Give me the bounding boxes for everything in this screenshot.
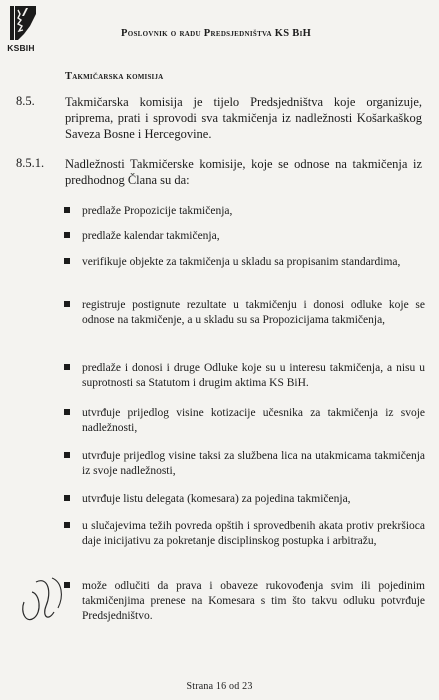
- bullet-icon: [64, 522, 70, 528]
- bullet-icon: [64, 207, 70, 213]
- list-item-text: može odlučiti da prava i obaveze rukovođenja svim ili pojedinim takmičenjima prenese na Komesara s tim što takvu odluku potvrđuje Predsjedništvo.: [82, 580, 425, 622]
- bullet-icon: [64, 409, 70, 415]
- bullet-icon: [64, 232, 70, 238]
- clause-number: 8.5.: [16, 94, 35, 108]
- handwritten-initials-mark: [18, 572, 72, 628]
- list-item-text: verifikuje objekte za takmičenja u skladu sa propisanim standardima,: [82, 256, 401, 268]
- ksbih-emblem-icon: [6, 4, 40, 48]
- list-item-text: utvrđuje prijedlog visine kotizacije učesnika za takmičenja iz svoje nadležnosti,: [82, 407, 425, 434]
- document-header-title: Poslovnik o radu Predsjedništva KS BiH: [121, 28, 312, 39]
- bullet-icon: [64, 495, 70, 501]
- list-item-text: predlaže i donosi i druge Odluke koje su u interesu takmičenja, a nisu u suprotnosti sa Statutom i drugim aktima KS BiH.: [82, 362, 425, 389]
- list-item-text: registruje postignute rezultate u takmičenju i donosi odluke koje se odnose na takmičenje, a u skladu su sa Propozicijama takmičenja,: [82, 299, 425, 326]
- list-item-text: utvrđuje prijedlog visine taksi za službena lica na utakmicama takmičenja iz svoje nadležnosti,: [82, 450, 425, 477]
- page-number: Strana 16 od 23: [186, 681, 253, 692]
- bullet-icon: [64, 258, 70, 264]
- section-title: Takmičarska komisija: [65, 71, 164, 82]
- list-item-text: utvrđuje listu delegata (komesara) za pojedina takmičenja,: [82, 493, 351, 505]
- bullet-icon: [64, 364, 70, 370]
- clause-number: 8.5.1.: [16, 156, 45, 170]
- list-item-text: predlaže Propozicije takmičenja,: [82, 205, 233, 217]
- clause-text: Nadležnosti Takmičerske komisije, koje se odnose na takmičenja iz predhodnog Člana su da:: [65, 157, 422, 187]
- list-item-text: u slučajevima težih povreda opštih i sprovedbenih akata protiv prekršioca daje inicijativu za pokretanje disciplinskog postupka i arbitražu,: [82, 520, 425, 547]
- bullet-icon: [64, 452, 70, 458]
- logo-text: KSBIH: [7, 43, 35, 53]
- clause-text: Takmičarska komisija je tijelo Predsjedništva koje organizuje, priprema, prati i sprovodi sva takmičenja iz nadležnosti Košarkaškog Saveza Bosne i Hercegovine.: [65, 95, 422, 141]
- bullet-icon: [64, 301, 70, 307]
- list-item-text: predlaže kalendar takmičenja,: [82, 230, 220, 242]
